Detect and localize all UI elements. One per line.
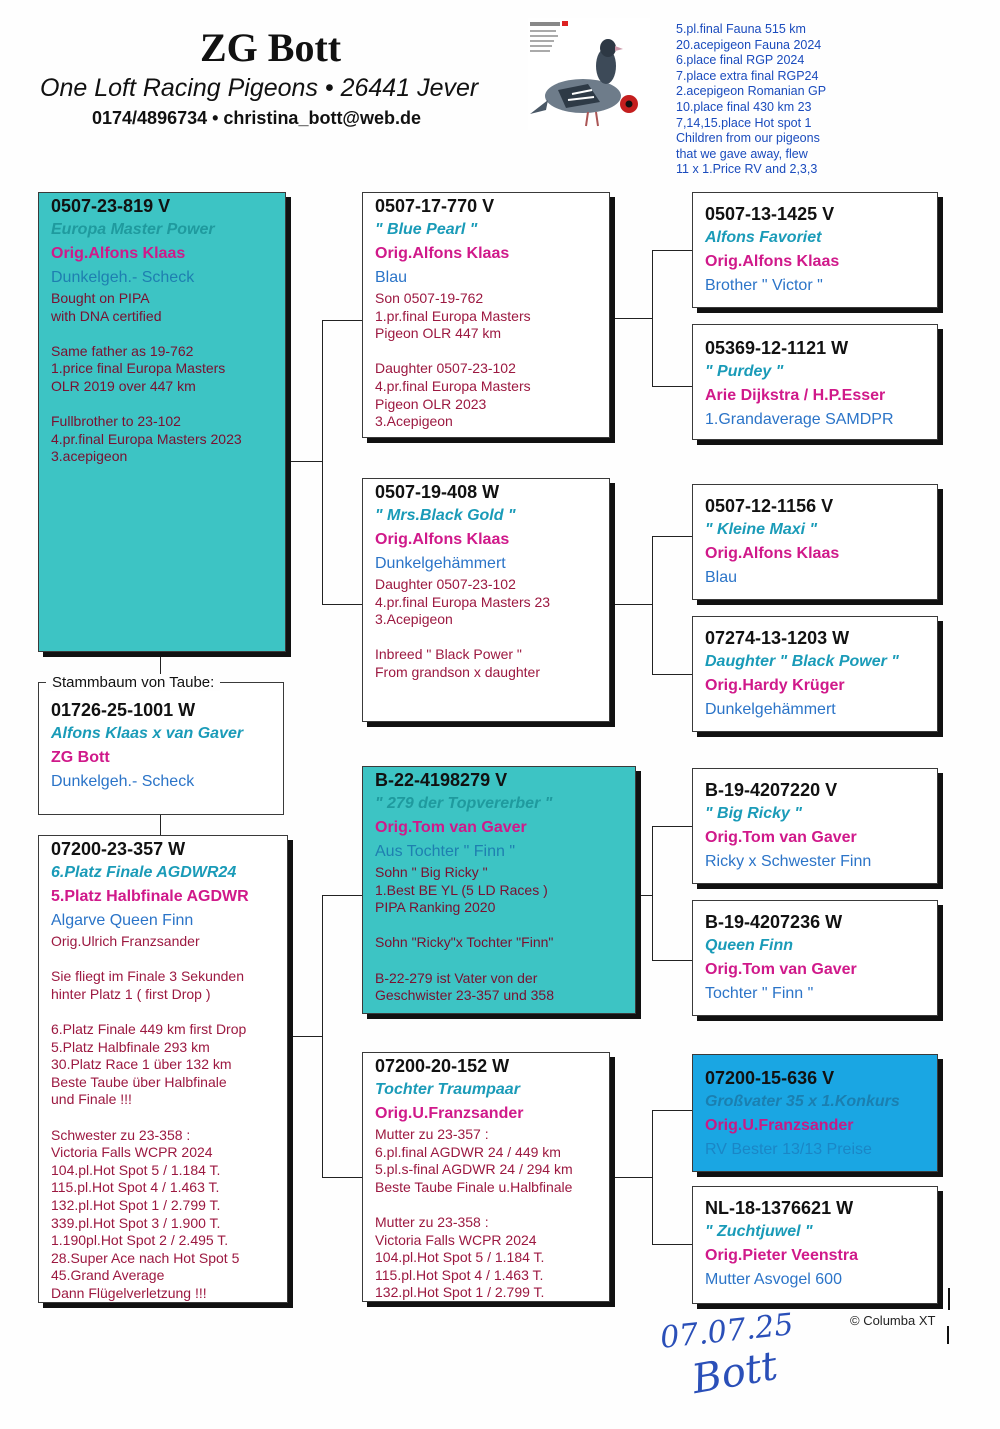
great-grandparent-card[interactable] [692, 324, 938, 440]
maternal-grandfather-card[interactable] [362, 766, 636, 1014]
achievement-line: Children from our pigeons [676, 131, 820, 146]
achievement-line: that we gave away, flew [676, 146, 808, 161]
pigeon-origin: Orig.Alfons Klaas [375, 531, 510, 548]
pigeon-name: Europa Master Power [51, 221, 215, 238]
pigeon-origin: Orig.U.Franzsander [375, 1105, 524, 1122]
great-grandparent-card[interactable] [692, 1186, 938, 1304]
connector-line [610, 318, 652, 319]
achievement-line: 10.place final 430 km 23 [676, 99, 812, 114]
breeder-contact: 0174/4896734 • christina_bott@web.de [92, 108, 422, 128]
ring-number: 07200-15-636 V [705, 1068, 835, 1088]
pigeon-notes: Son 0507-19-762 1.pr.final Europa Masters Pigeon OLR 447 km Daughter 0507-23-102 4.pr.final Europa Masters Pigeon OLR 2023 3.Acepigeon [375, 290, 531, 430]
ring-number: 0507-23-819 V [51, 196, 171, 216]
pigeon-color: Dunkelgehämmert [375, 555, 506, 572]
father-card[interactable] [38, 192, 286, 652]
connector-line [322, 895, 362, 896]
ring-number: 07200-23-357 W [51, 839, 186, 859]
connector-line [652, 1110, 692, 1111]
connector-line [652, 674, 692, 675]
pigeon-notes: Orig.Ulrich Franzsander Sie fliegt im Finale 3 Sekunden hinter Platz 1 ( first Drop ) 6.Platz Finale 449 km first Drop 5.Platz Halbfinale 293 km 30.Platz Race 1 über 132 km Beste Taube über Halbfinale und Finale !!! Schwester zu 23-358 : Victoria Falls WCPR 2024 104.pl.Hot Spot 5 / 1.184 T. 115.pl.Hot Spot 4 / 1.463 T. 132.pl.Hot Spot 1 / 2.799 T. 339.pl.Hot Spot 3 / 1.900 T. 1.190pl.Hot Spot 2 / 2.495 T. 28.Super Ace nach Hot Spot 5 45.Grand Average Dann Flügelverletzung !!! [51, 933, 247, 1301]
paternal-grandfather-card[interactable] [362, 192, 610, 438]
pigeon-photo-icon [528, 18, 650, 130]
pigeon-color: Blau [705, 569, 738, 586]
pigeon-name: Daughter " Black Power " [705, 653, 899, 670]
connector-line [652, 250, 692, 251]
connector-line [652, 536, 653, 674]
pigeon-origin: Orig.Tom van Gaver [375, 819, 527, 836]
achievement-line: 7,14,15.place Hot spot 1 [676, 115, 812, 130]
pigeon-origin: Orig.Tom van Gaver [705, 829, 857, 846]
ring-number: 0507-12-1156 V [705, 496, 834, 516]
pigeon-name: Alfons Klaas x van Gaver [51, 725, 244, 742]
pigeon-origin: 5.Platz Halbfinale AGDWR [51, 888, 249, 905]
pigeon-origin: Orig.Alfons Klaas [705, 253, 840, 270]
pigeon-color: Algarve Queen Finn [51, 912, 194, 929]
pigeon-origin: Arie Dijkstra / H.P.Esser [705, 387, 886, 404]
connector-line [652, 1244, 692, 1245]
pigeon-notes: Mutter zu 23-357 : 6.pl.final AGDWR 24 / 449 km 5.pl.s-final AGDWR 24 / 294 km Beste Taube Finale u.Halbfinale Mutter zu 23-358 : Victoria Falls WCPR 2024 104.pl.Hot Spot 5 / 1.184 T. 115.pl.Hot Spot 4 / 1.463 T. 132.pl.Hot Spot 1 / 2.799 T. [375, 1126, 573, 1301]
pigeon-origin: Orig.Alfons Klaas [705, 545, 840, 562]
ring-number: 0507-13-1425 V [705, 204, 835, 224]
pedigree-label: Stammbaum von Taube: [46, 674, 220, 691]
connector-line [322, 320, 323, 604]
great-grandparent-card[interactable] [692, 192, 938, 308]
pigeon-photo-card [528, 18, 650, 130]
ring-number: 05369-12-1121 W [705, 338, 849, 358]
connector-line [652, 250, 653, 386]
pigeon-color: Dunkelgehämmert [705, 701, 836, 718]
pigeon-color: Brother " Victor " [705, 277, 823, 294]
pigeon-notes: Daughter 0507-23-102 4.pr.final Europa Masters 23 3.Acepigeon Inbreed " Black Power " From grandson x daughter [375, 576, 551, 680]
pigeon-color: Dunkelgeh.- Scheck [51, 773, 195, 790]
achievement-line: 7.place extra final RGP24 [676, 68, 819, 83]
connector-line [610, 1177, 652, 1178]
achievements-list [676, 22, 876, 178]
pigeon-origin: Orig.Alfons Klaas [375, 245, 510, 262]
pigeon-name: " Purdey " [705, 363, 784, 380]
pigeon-name: " Blue Pearl " [375, 221, 478, 238]
pigeon-color: Blau [375, 269, 408, 286]
great-grandparent-card[interactable] [692, 900, 938, 1016]
connector-line [322, 604, 362, 605]
great-grandparent-card[interactable] [692, 1054, 938, 1172]
pigeon-name: " Kleine Maxi " [705, 521, 818, 538]
ring-number: 0507-19-408 W [375, 482, 500, 502]
pigeon-name: 6.Platz Finale AGDWR24 [51, 864, 237, 881]
pigeon-origin: Orig.Alfons Klaas [51, 245, 186, 262]
pigeon-name: Tochter Traumpaar [375, 1081, 520, 1098]
signature: Bott [688, 1342, 781, 1404]
pigeon-origin: Orig.Pieter Veenstra [705, 1247, 858, 1264]
pigeon-name: " Mrs.Black Gold " [375, 507, 516, 524]
pigeon-origin: Orig.U.Franzsander [705, 1117, 854, 1134]
connector-line [652, 826, 653, 960]
connector-line [636, 895, 652, 896]
mother-card[interactable] [38, 835, 288, 1303]
pigeon-origin: Orig.Hardy Krüger [705, 677, 845, 694]
pigeon-notes: Bought on PIPA with DNA certified Same father as 19-762 1.price final Europa Masters OLR 2019 over 447 km Fullbrother to 23-102 4.pr.final Europa Masters 2023 3.acepigeon [51, 290, 242, 465]
copyright-text: © Columba XT [850, 1313, 936, 1328]
pigeon-color: 1.Grandaverage SAMDPR [705, 411, 894, 428]
connector-line [610, 604, 652, 605]
achievement-line: 2.acepigeon Romanian GP [676, 84, 827, 99]
ring-number: 07274-13-1203 W [705, 628, 850, 648]
pigeon-color: RV Bester 13/13 Preise [705, 1141, 872, 1158]
achievement-line: 11 x 1.Price RV and 2,3,3 [676, 162, 818, 177]
connector-line [322, 320, 362, 321]
ring-number: B-19-4207220 V [705, 780, 838, 800]
achievement-line: 20.acepigeon Fauna 2024 [676, 37, 822, 52]
edge-mark [948, 1288, 950, 1310]
pigeon-notes: Sohn " Big Ricky " 1.Best BE YL (5 LD Races ) PIPA Ranking 2020 Sohn "Ricky"x Tochter "Finn" B-22-279 ist Vater von der Geschwister 23-357 und 358 [375, 864, 554, 1004]
pigeon-color: Dunkelgeh.- Scheck [51, 269, 195, 286]
pigeon-name: " Big Ricky " [705, 805, 802, 822]
pigeon-color: Ricky x Schwester Finn [705, 853, 872, 870]
connector-line [322, 1177, 362, 1178]
maternal-grandmother-card[interactable] [362, 1052, 610, 1302]
pigeon-name: " Zuchtjuwel " [705, 1223, 813, 1240]
pigeon-color: Tochter " Finn " [705, 985, 814, 1002]
pigeon-name: Queen Finn [705, 937, 793, 954]
connector-line [322, 895, 323, 1177]
ring-number: 01726-25-1001 W [51, 700, 196, 720]
signature-date: 07.07.25 [658, 1307, 796, 1356]
connector-line [652, 826, 692, 827]
connector-line [652, 536, 692, 537]
breeder-subtitle: One Loft Racing Pigeons • 26441 Jever [40, 74, 479, 102]
achievement-line: 6.place final RGP 2024 [676, 53, 805, 68]
pigeon-origin: ZG Bott [51, 749, 110, 766]
ring-number: B-19-4207236 W [705, 912, 843, 932]
connector-line [160, 815, 161, 835]
pigeon-color: Mutter Asvogel 600 [705, 1271, 842, 1288]
connector-line [288, 1036, 323, 1037]
great-grandparent-card[interactable] [692, 616, 938, 732]
pigeon-color: Aus Tochter " Finn " [375, 843, 516, 860]
pigeon-origin: Orig.Tom van Gaver [705, 961, 857, 978]
subject-card[interactable] [38, 682, 284, 815]
pigeon-name: Großvater 35 x 1.Konkurs [705, 1093, 900, 1110]
pigeon-name: Alfons Favoriet [705, 229, 822, 246]
connector-line [652, 960, 692, 961]
ring-number: 07200-20-152 W [375, 1056, 510, 1076]
paternal-grandmother-card[interactable] [362, 478, 610, 722]
great-grandparent-card[interactable] [692, 484, 938, 600]
edge-mark [947, 1326, 949, 1344]
connector-line [288, 461, 323, 462]
achievement-line: 5.pl.final Fauna 515 km [676, 22, 806, 36]
breeder-title: ZG Bott [200, 25, 342, 70]
ring-number: B-22-4198279 V [375, 770, 508, 790]
great-grandparent-card[interactable] [692, 768, 938, 884]
ring-number: NL-18-1376621 W [705, 1198, 854, 1218]
connector-line [652, 386, 692, 387]
pigeon-name: " 279 der Topvererber " [375, 795, 553, 812]
ring-number: 0507-17-770 V [375, 196, 495, 216]
connector-line [652, 1110, 653, 1244]
